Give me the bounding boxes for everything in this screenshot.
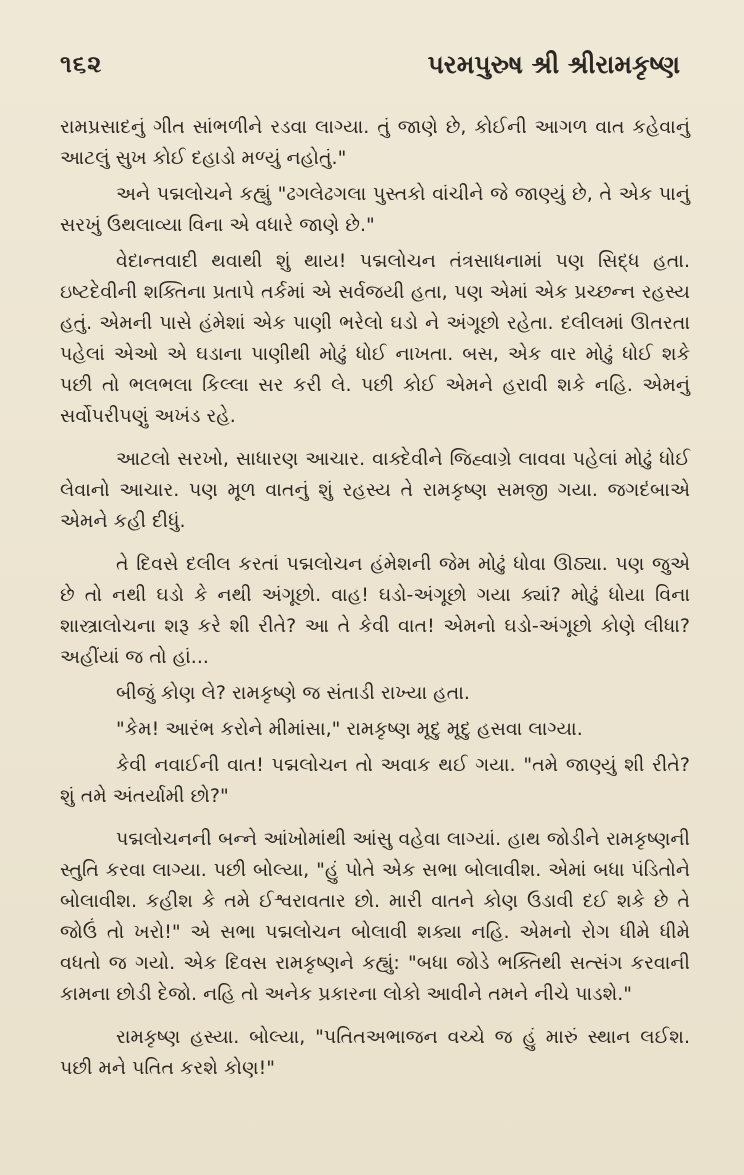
page-number: ૧૬૨: [60, 50, 103, 78]
paragraph: અને પદ્મલોચને કહ્યું "ઢગલેઢગલા પુસ્તકો વાંચીને જે જાણ્યું છે, તે એક પાનું સરખું ઉથલાવ્યા વિના એ વધારે જાણે છે.": [60, 183, 690, 236]
paragraph-continuation: રામપ્રસાદનું ગીત સાંભળીને રડવા લાગ્યા. તું જાણે છે, કોઈની આગળ વાત કહેવાનું આટલું સુખ કોઈ દહાડો મળ્યું નહોતું.": [60, 116, 690, 169]
paragraph: તે દિવસે દલીલ કરતાં પદ્મલોચન હંમેશની જેમ મોઢું ધોવા ઊઠ્યા. પણ જુએ છે તો નથી ઘડો કે નથી અંગૂછો. વાહ! ઘડો-અંગૂછો ગયા ક્યાં? મોઢું ધોયા વિના શાસ્ત્રાલોચના શરૂ કરે શી રીતે? આ તે કેવી વાત! એમનો ઘડો-અંગૂછો કોણે લીધા? અહીંયાં જ તો હાં...: [60, 553, 690, 668]
running-title: પરમપુરુષ શ્રી શ્રીરામકૃષ્ણ: [427, 50, 680, 79]
body-text: [60, 112, 690, 1089]
paragraph: પદ્મલોચનની બન્ને આંખોમાંથી આંસુ વહેવા લાગ્યાં. હાથ જોડીને રામકૃષ્ણની સ્તુતિ કરવા લાગ્યા. પછી બોલ્યા, "હું પોતે એક સભા બોલાવીશ. એમાં બધા પંડિતોને બોલાવીશ. કહીશ કે તમે ઈશ્વરાવતાર છો. મારી વાતને કોણ ઉડાવી દઈ શકે છે તે જોઉં તો ખરો!" એ સભા પદ્મલોચન બોલાવી શક્યા નહિ. એમનો રોગ ધીમે ધીમે વધતો જ ગયો. એક દિવસ રામકૃષ્ણને કહ્યું: "બધા જોડે ભક્તિથી સત્સંગ કરવાની કામના છોડી દેજો. નહિ તો અનેક પ્રકારના લોકો આવીને તમને નીચે પાડશે.": [60, 828, 690, 1005]
paragraph: બીજું કોણ લે? રામકૃષ્ણે જ સંતાડી રાખ્યા હતા.: [116, 682, 470, 704]
paragraph: રામકૃષ્ણ હસ્યા. બોલ્યા, "પતિતઅભાજન વચ્ચે જ હું મારું સ્થાન લઈશ. પછી મને પતિત કરશે કોણ!": [60, 1026, 690, 1079]
paragraph: આટલો સરખો, સાધારણ આચાર. વાક્દેવીને જિહ્વાગ્રે લાવવા પહેલાં મોઢું ધોઈ લેવાનો આચાર. પણ મૂળ વાતનું શું રહસ્ય તે રામકૃષ્ણ સમજી ગયા. જગદંબાએ એમને કહી દીધું.: [60, 448, 690, 532]
paragraph: વેદાન્તવાદી થવાથી શું થાય! પદ્મલોચન તંત્રસાધનામાં પણ સિદ્ધ હતા. ઇષ્ટદેવીની શક્તિના પ્રતાપે તર્કમાં એ સર્વજયી હતા, પણ એમાં એક પ્રચ્છન્ન રહસ્ય હતું. એમની પાસે હંમેશાં એક પાણી ભરેલો ઘડો ને અંગૂછો રહેતા. દલીલમાં ઊતરતા પહેલાં એઓ એ ઘડાના પાણીથી મોઢું ધોઈ નાખતા. બસ, એક વાર મોઢું ધોઈ શકે પછી તો ભલભલા કિલ્લા સર કરી લે. પછી કોઈ એમને હરાવી શકે નહિ. એમનું સર્વોપરીપણું અખંડ રહે.: [60, 250, 690, 427]
paragraph: કેવી નવાઈની વાત! પદ્મલોચન તો અવાક થઈ ગયા. "તમે જાણ્યું શી રીતે? શું તમે અંતર્યામી છો?": [60, 754, 690, 807]
page-header: [60, 50, 680, 90]
paragraph: "કેમ! આરંભ કરોને મીમાંસા," રામકૃષ્ણ મૃદુ મૃદુ હસવા લાગ્યા.: [116, 718, 583, 740]
